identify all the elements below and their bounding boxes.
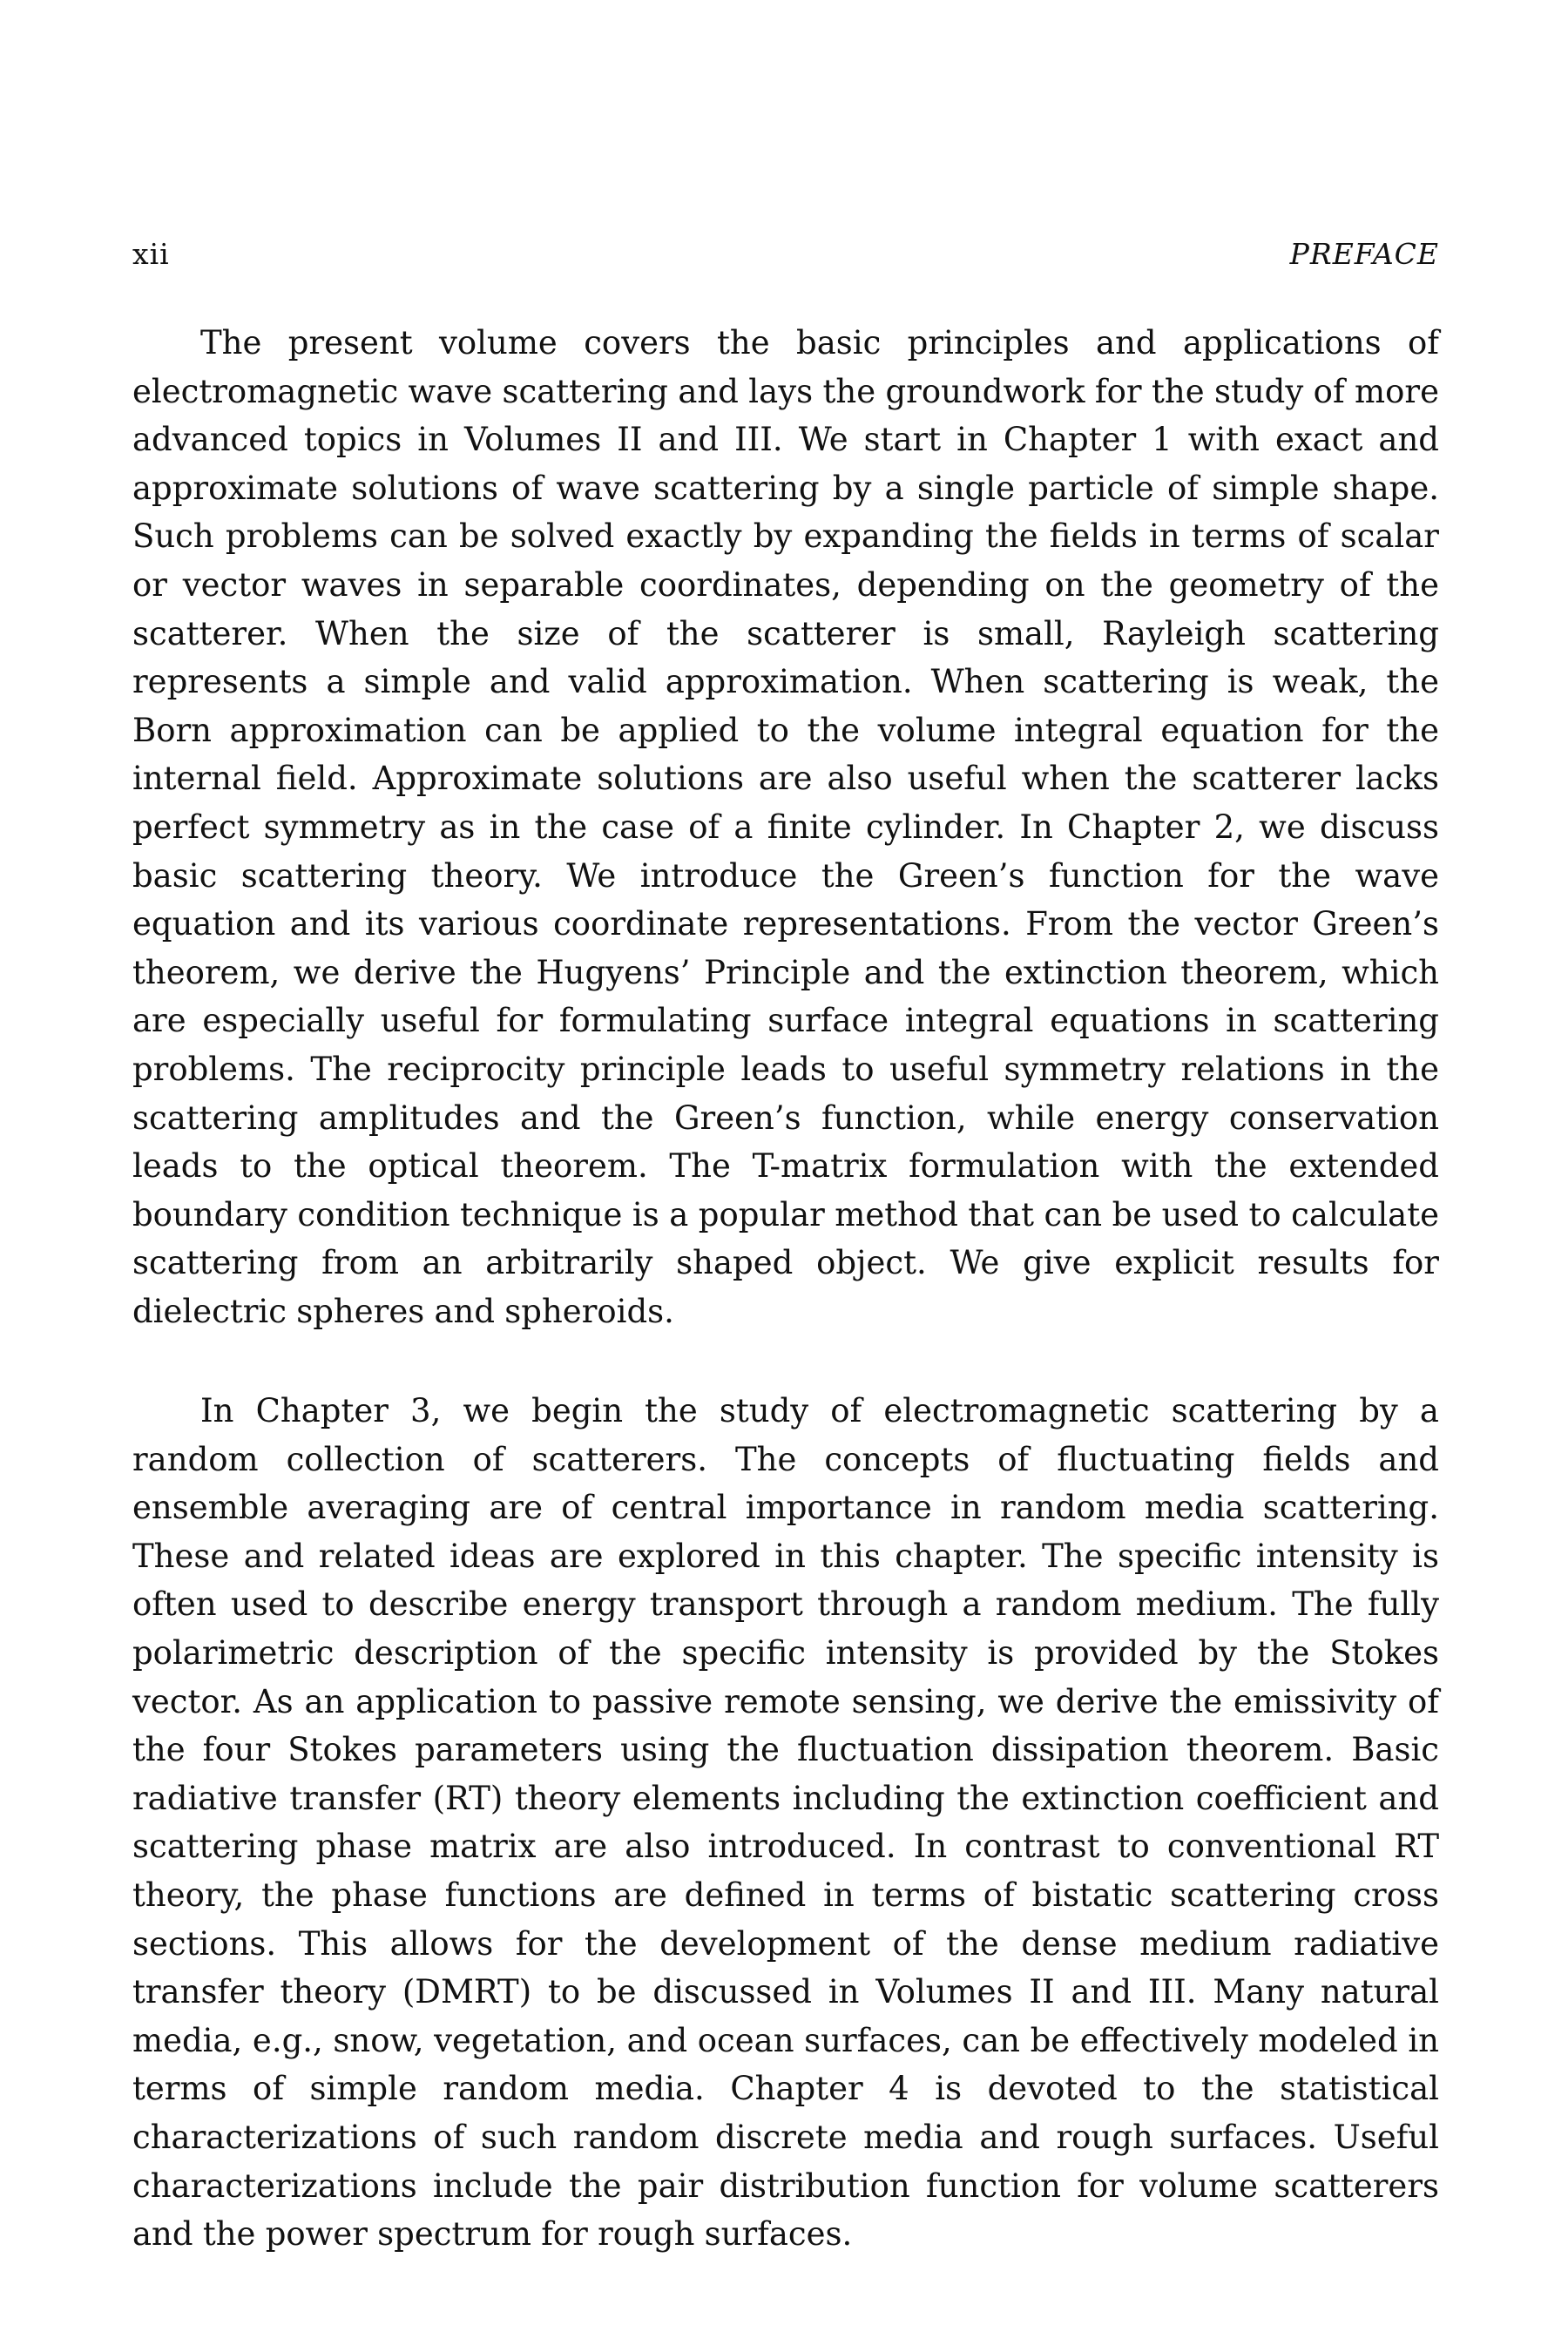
body-paragraph-2-block [132, 1387, 1439, 2259]
page-number: xii [132, 237, 170, 271]
page-header [132, 237, 1439, 280]
body-paragraph-1-block [132, 319, 1439, 1335]
body-paragraph: In Chapter 3, we begin the study of electromagnetic scattering by a random collection of scatterers. The concepts of fluctuating fields and ensemble averaging are of central importance in random media scattering. These and related ideas are explored in this chapter. The specific intensity is often used to describe energy transport through a random medium. The fully polarimetric description of the specific intensity is provided by the Stokes vector. As an application to passive remote sensing, we derive the emissivity of the four Stokes parameters using the fluctuation dissipation theorem. Basic radiative transfer (RT) theory elements including the extinction coefficient and scattering phase matrix are also introduced. In contrast to conventional RT theory, the phase functions are defined in terms of bistatic scattering cross sections. This allows for the development of the dense medium radiative transfer theory (DMRT) to be discussed in Volumes II and III. Many natural media, e.g., snow, vegetation, and ocean surfaces, can be effectively modeled in terms of simple random media. Chapter 4 is devoted to the statistical characterizations of such random discrete media and rough surfaces. Useful characterizations include the pair distribution function for volume scatterers and the power spectrum for rough surfaces. [132, 1392, 1439, 2254]
running-head: PREFACE [1289, 237, 1439, 271]
body-paragraph: The present volume covers the basic principles and applications of electromagnetic wave scattering and lays the groundwork for the study of more advanced topics in Volumes II and III. We start in Chapter 1 with exact and approximate solutions of wave scattering by a single particle of simple shape. Such problems can be solved exactly by expanding the fields in terms of scalar or vector waves in separable coordinates, depending on the geometry of the scatterer. When the size of the scatterer is small, Rayleigh scattering represents a simple and valid approximation. When scattering is weak, the Born approximation can be applied to the volume integral equation for the internal field. Approximate solutions are also useful when the scatterer lacks perfect symmetry as in the case of a finite cylinder. In Chapter 2, we discuss basic scattering theory. We introduce the Green’s function for the wave equation and its various coordinate representations. From the vector Green’s theorem, we derive the Hugyens’ Principle and the extinction theorem, which are especially useful for formulating surface integral equations in scattering problems. The reciprocity principle leads to useful symmetry relations in the scattering amplitudes and the Green’s function, while energy conservation leads to the optical theorem. The T-matrix formulation with the extended boundary condition technique is a popular method that can be used to calculate scattering from an arbitrarily shaped object. We give explicit results for dielectric spheres and spheroids. [132, 324, 1439, 1330]
